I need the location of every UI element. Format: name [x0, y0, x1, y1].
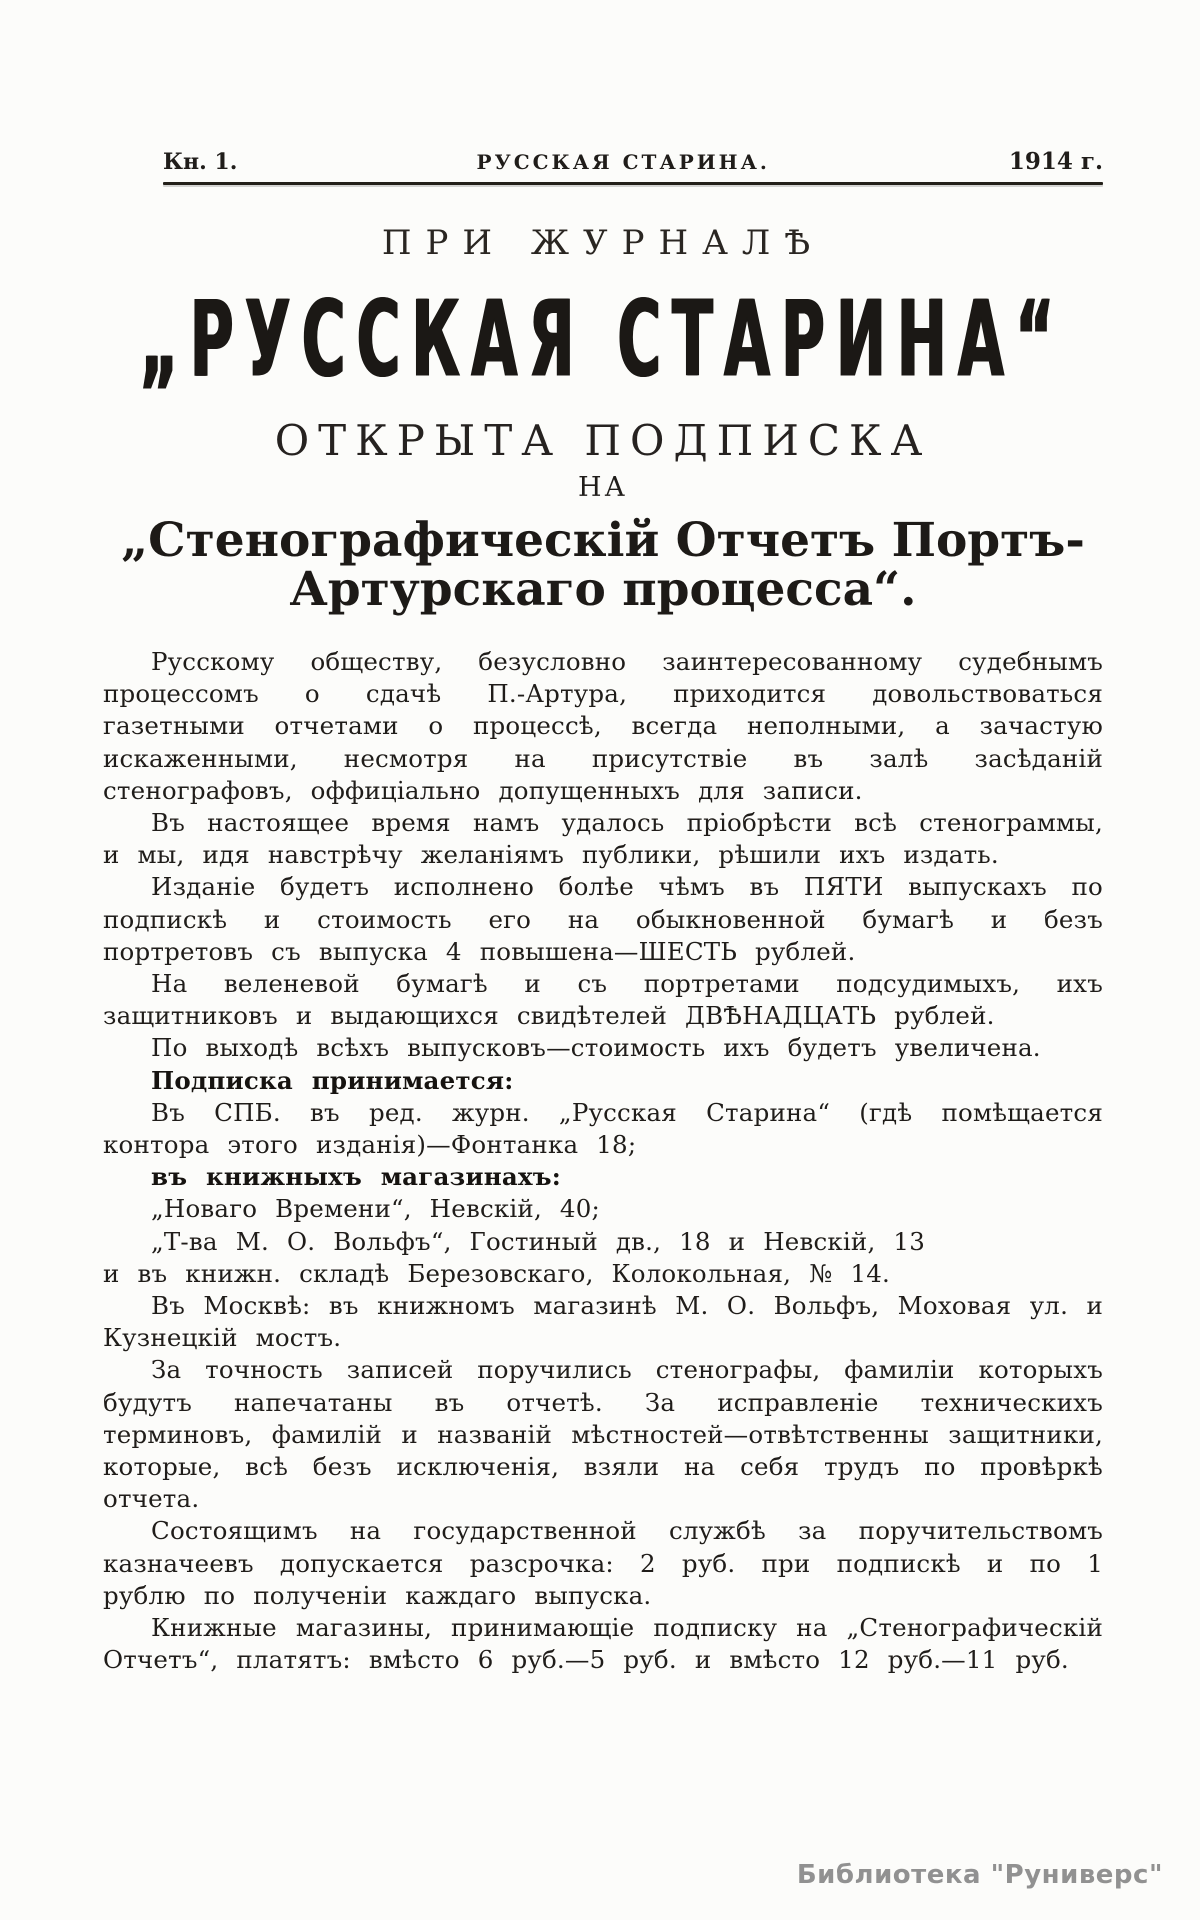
paragraph-intro: Русскому обществу, безусловно заинтересованному судебнымъ процессомъ о сдачѣ П.-Артура, приходится довольствоваться газетными отчетами о процессѣ, всегда неполными, а зачастую искаженными, несмотря на присутствіе въ залѣ засѣданій стенографовъ, оффиціально допущенныхъ для записи. — [103, 647, 1103, 805]
heading-bookstores: въ книжныхъ магазинахъ: — [151, 1162, 562, 1192]
subscription-open-line: ОТКРЫТА ПОДПИСКА — [274, 416, 932, 465]
preposition-na: НА — [578, 472, 628, 503]
running-head — [103, 148, 1103, 176]
paragraph-stenograms: Въ настоящее время намъ удалось пріобрѣсти всѣ стенограммы, и мы, идя навстрѣчу желаніямъ публики, рѣшили ихъ издать. — [103, 808, 1103, 870]
running-head-journal-name: РУССКАЯ СТАРИНА. — [476, 150, 770, 174]
journal-title-wrap — [103, 277, 1103, 401]
paragraph-price-increase: По выходѣ всѣхъ выпусковъ—стоимость ихъ будетъ увеличена. — [151, 1033, 1041, 1063]
paragraph-velin-paper: На веленевой бумагѣ и съ портретами подсудимыхъ, ихъ защитниковъ и выдающихся свидѣтелей ДВѢНАДЦАТЬ рублей. — [103, 969, 1103, 1031]
paragraph-spb-address: Въ СПБ. въ ред. журн. „Русская Старина“ (гдѣ помѣщается контора этого изданія)—Фонтанка 18; — [103, 1097, 1103, 1160]
store-novoe-vremya: „Новаго Времени“, Невскій, 40; — [151, 1194, 600, 1224]
pre-title: ПРИ ЖУРНАЛѢ — [381, 223, 825, 263]
paragraph-installments: Состоящимъ на государственной службѣ за поручительствомъ казначеевъ допускается разсрочка: 2 руб. при подпискѣ и по 1 рублю по полученіи каждаго выпуска. — [103, 1516, 1103, 1610]
journal-title: „РУССКАЯ СТАРИНА“ — [140, 277, 1066, 401]
page-content — [103, 0, 1103, 1677]
running-head-book-number: Кн. 1. — [163, 149, 238, 175]
work-title-line-1: „Стенографическій Отчетъ Портъ- — [121, 513, 1085, 568]
work-title — [103, 513, 1103, 617]
paragraph-moscow: Въ Москвѣ: въ книжномъ магазинѣ М. О. Вольфъ, Моховая ул. и Кузнецкій мостъ. — [103, 1291, 1103, 1353]
store-berezovsky: и въ книжн. складѣ Березовскаго, Колокольная, № 14. — [103, 1258, 891, 1288]
paragraph-accuracy: За точность записей поручились стенографы, фамиліи которыхъ будутъ напечатаны въ отчетѣ. За исправленіе техническихъ терминовъ, фамилій и названій мѣстностей—отвѣтственны защитники, которые, всѣ безъ исключенія, взяли на себя трудъ по провѣркѣ отчета. — [103, 1355, 1103, 1514]
heading-subscription-accepted: Подписка принимается: — [151, 1065, 514, 1095]
running-head-year: 1914 г. — [1008, 148, 1103, 175]
store-wolf: „Т-ва М. О. Вольфъ“, Гостиный дв., 18 и Невскій, 13 — [151, 1226, 925, 1256]
library-watermark: Библиотека "Руниверс" — [796, 1860, 1163, 1890]
paragraph-edition-price: Изданіе будетъ исполнено болѣе чѣмъ въ ПЯТИ выпускахъ по подпискѣ и стоимость его на обыкновенной бумагѣ и безъ портретовъ съ выпуска 4 повышена—ШЕСТЬ рублей. — [103, 872, 1103, 966]
work-title-line-2: Артурскаго процесса“. — [289, 562, 917, 617]
paragraph-bookstore-discount: Книжные магазины, принимающіе подписку на „Стенографическій Отчетъ“, платятъ: вмѣсто 6 руб.—5 руб. и вмѣсто 12 руб.—11 руб. — [103, 1613, 1103, 1675]
header-rule — [163, 182, 1103, 185]
body-copy — [103, 646, 1103, 1677]
